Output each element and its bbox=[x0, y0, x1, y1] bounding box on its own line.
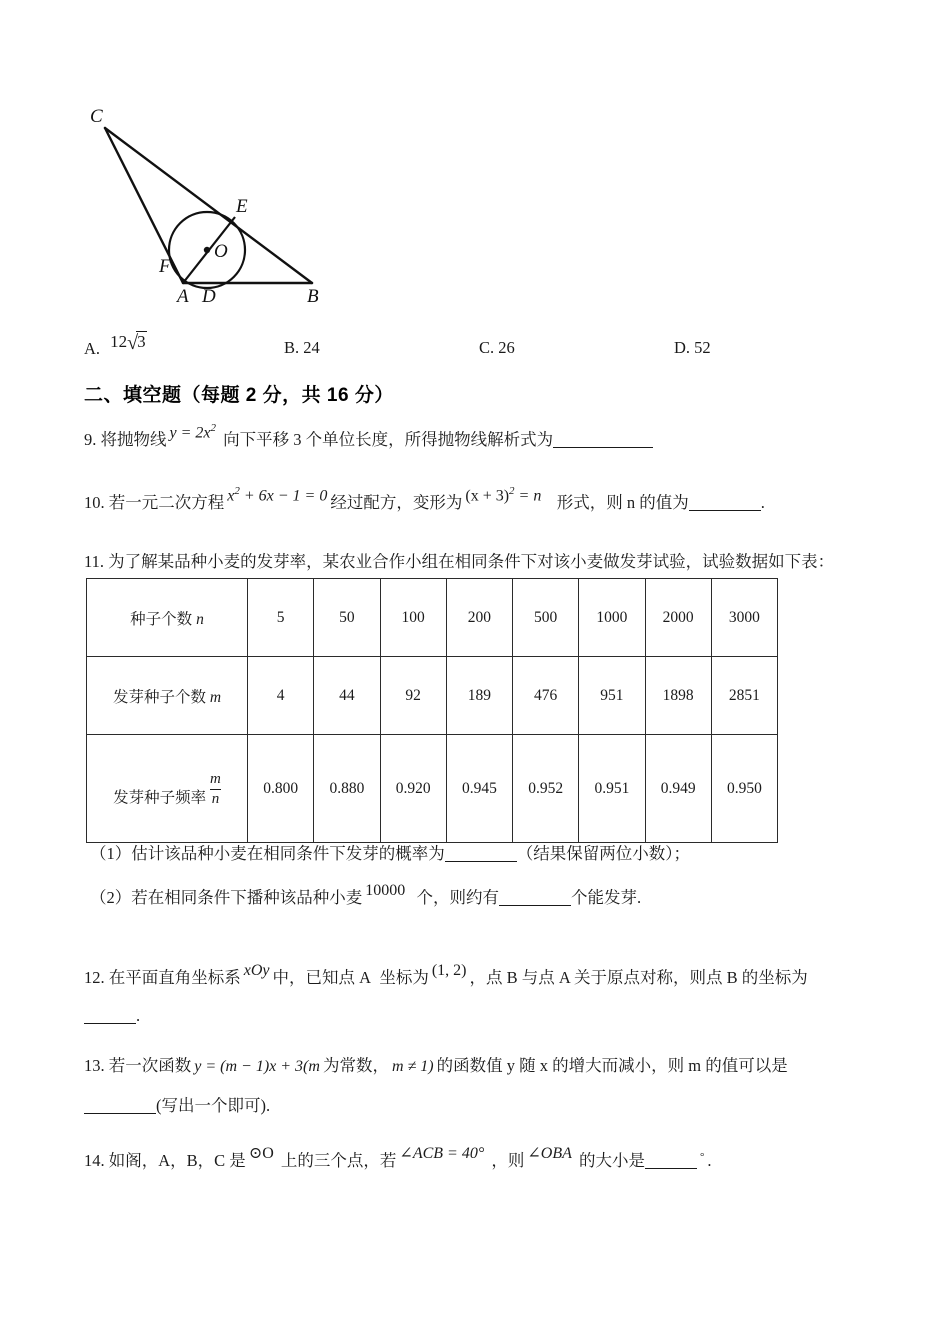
question-9-formula bbox=[167, 418, 220, 449]
choice-c[interactable] bbox=[479, 340, 515, 357]
question-10-formula-1-exponent: 2 bbox=[234, 484, 240, 497]
table-cell: 2000 bbox=[645, 579, 711, 657]
choice-b[interactable] bbox=[284, 340, 320, 357]
table-cell: 189 bbox=[446, 657, 512, 735]
question-12-number: 12. bbox=[84, 968, 105, 987]
row-header-seed-count bbox=[87, 579, 248, 657]
question-11-part-1-after: （结果保留两位小数）； bbox=[516, 844, 690, 863]
triangle-lines bbox=[105, 128, 312, 283]
table-cell: 200 bbox=[446, 579, 512, 657]
table-cell: 1898 bbox=[645, 657, 711, 735]
question-12 bbox=[84, 962, 808, 994]
choice-a-value bbox=[110, 333, 146, 353]
question-12-coordinate: (1, 2) bbox=[431, 962, 467, 979]
table-cell: 0.800 bbox=[248, 735, 314, 843]
question-14 bbox=[84, 1145, 712, 1177]
table-cell: 0.951 bbox=[579, 735, 645, 843]
choice-d-letter: D. bbox=[674, 338, 691, 357]
question-11-part-1-label: （1）估计该品种小麦在相同条件下发芽的概率为 bbox=[90, 844, 445, 863]
fraction-numerator: m bbox=[210, 771, 221, 788]
question-10-tail: . bbox=[760, 493, 765, 512]
table-cell: 0.952 bbox=[513, 735, 579, 843]
table-cell: 951 bbox=[579, 657, 645, 735]
row-header-seed-count-var: n bbox=[196, 610, 204, 628]
question-11-part-1 bbox=[90, 838, 690, 869]
table-row bbox=[87, 657, 778, 735]
row-header-germinated-count-label: 发芽种子个数 bbox=[112, 688, 206, 706]
table-cell: 0.945 bbox=[446, 735, 512, 843]
question-14-text-mid-2: ，则 bbox=[491, 1151, 525, 1170]
table-row bbox=[87, 735, 778, 843]
fraction-m-over-n bbox=[210, 771, 221, 808]
question-10-formula-2-body: (x + 3) bbox=[465, 487, 510, 504]
question-10-text-mid: 经过配方，变形为 bbox=[330, 493, 463, 512]
answer-choices bbox=[84, 328, 784, 362]
table-cell: 3000 bbox=[711, 579, 777, 657]
question-11 bbox=[84, 546, 834, 577]
choice-d-value: 52 bbox=[694, 338, 711, 357]
question-9-text-before: 将抛物线 bbox=[100, 430, 167, 449]
question-14-text-mid: 上的三个点，若 bbox=[280, 1151, 397, 1170]
question-12-answer-line bbox=[84, 1000, 140, 1031]
choice-a-radicand: 3 bbox=[137, 332, 146, 351]
question-10-answer-blank[interactable] bbox=[689, 510, 761, 511]
question-14-tail: . bbox=[707, 1151, 712, 1170]
question-10-formula-1-rest: + 6x − 1 = 0 bbox=[239, 487, 328, 504]
question-11-part-2-blank[interactable] bbox=[499, 905, 571, 906]
fraction-denominator: n bbox=[211, 790, 220, 807]
table-cell: 92 bbox=[380, 657, 446, 735]
question-9-text-after: 向下平移 3 个单位长度，所得抛物线解析式为 bbox=[223, 430, 554, 449]
question-11-part-2-mid: 个，则约有 bbox=[416, 888, 499, 907]
section-heading: 二、填空题（每题 2 分，共 16 分） bbox=[84, 385, 394, 406]
germination-data-table bbox=[86, 578, 778, 843]
question-13-number: 13. bbox=[84, 1056, 105, 1075]
question-13-formula: y = (m − 1)x + 3(m bbox=[194, 1058, 320, 1075]
table-cell: 0.920 bbox=[380, 735, 446, 843]
choice-a[interactable] bbox=[84, 332, 147, 360]
table-cell: 50 bbox=[314, 579, 380, 657]
question-10-formula-2 bbox=[462, 481, 544, 512]
question-12-text-before: 在平面直角坐标系 bbox=[108, 968, 241, 987]
label-d: D bbox=[202, 286, 216, 307]
question-13-formula-2: m ≠ 1) bbox=[391, 1058, 434, 1075]
question-14-number: 14. bbox=[84, 1151, 105, 1170]
question-12-text-after: ，点 B 与点 A 关于原点对称，则点 B 的坐标为 bbox=[469, 968, 808, 987]
question-13-text-mid-2: 的函数值 y 随 x 的增大而减小，则 m 的值可以是 bbox=[436, 1056, 788, 1075]
question-14-text-after: 的大小是 bbox=[579, 1151, 645, 1170]
question-9 bbox=[84, 421, 653, 456]
question-11-number: 11. bbox=[84, 552, 105, 571]
question-10-number: 10. bbox=[84, 493, 105, 512]
question-11-part-2 bbox=[90, 882, 641, 914]
table-cell: 5 bbox=[248, 579, 314, 657]
label-o: O bbox=[214, 241, 228, 262]
row-header-germination-frequency bbox=[87, 735, 248, 843]
question-9-answer-blank[interactable] bbox=[553, 447, 653, 448]
question-9-number: 9. bbox=[84, 430, 97, 449]
choice-b-letter: B. bbox=[284, 338, 300, 357]
label-c: C bbox=[90, 106, 103, 127]
table-cell: 0.880 bbox=[314, 735, 380, 843]
question-12-tail: . bbox=[136, 1006, 141, 1025]
label-a: A bbox=[177, 286, 189, 307]
question-12-text-mid-2: 坐标为 bbox=[379, 968, 429, 987]
choice-c-value: 26 bbox=[498, 338, 515, 357]
question-9-formula-exponent: 2 bbox=[210, 421, 216, 434]
question-9-formula-body: y = 2x bbox=[169, 424, 211, 441]
row-header-germinated-count-var: m bbox=[209, 688, 222, 706]
question-13-text-mid: 为常数， bbox=[322, 1056, 389, 1075]
radical-icon: √ bbox=[127, 332, 139, 354]
choice-b-value: 24 bbox=[303, 338, 320, 357]
circle-o-symbol: ⊙O bbox=[248, 1145, 274, 1162]
question-11-part-2-after: 个能发芽. bbox=[571, 888, 642, 907]
question-10-formula-2-rest: = n bbox=[514, 487, 542, 504]
label-f: F bbox=[159, 256, 171, 277]
question-14-text-before: 如阁，A，B，C 是 bbox=[108, 1151, 246, 1170]
question-10-formula-1-body: x bbox=[227, 487, 235, 504]
table-cell: 44 bbox=[314, 657, 380, 735]
question-13 bbox=[84, 1050, 788, 1082]
geometry-figure bbox=[80, 100, 420, 315]
question-11-part-1-blank[interactable] bbox=[445, 861, 517, 862]
row-header-seed-count-label: 种子个数 bbox=[130, 610, 193, 628]
table-cell: 0.949 bbox=[645, 735, 711, 843]
question-11-text: 为了解某品种小麦的发芽率，某农业合作小组在相同条件下对该小麦做发芽试验，试验数据如下表： bbox=[108, 552, 835, 571]
question-13-text-before: 若一次函数 bbox=[108, 1056, 192, 1075]
row-header-germination-frequency-label: 发芽种子频率 bbox=[113, 789, 207, 807]
question-12-text-mid: 中，已知点 A bbox=[272, 968, 372, 987]
center-point-o bbox=[204, 247, 210, 253]
table-cell: 100 bbox=[380, 579, 446, 657]
table-cell: 0.950 bbox=[711, 735, 777, 843]
row-header-germination-frequency-label-wrap bbox=[87, 769, 247, 808]
table-cell: 4 bbox=[248, 657, 314, 735]
table-cell: 2851 bbox=[711, 657, 777, 735]
label-b: B bbox=[307, 286, 319, 307]
question-10-formula-1 bbox=[224, 481, 330, 512]
question-13-answer-blank[interactable] bbox=[84, 1113, 156, 1114]
label-e: E bbox=[236, 196, 248, 217]
table-cell: 476 bbox=[513, 657, 579, 735]
question-11-part-2-label: （2）若在相同条件下播种该品种小麦 bbox=[90, 888, 363, 907]
table-row bbox=[87, 579, 778, 657]
question-11-part-2-value: 10000 bbox=[365, 882, 406, 899]
question-14-answer-blank[interactable] bbox=[645, 1168, 697, 1169]
degree-symbol: ° bbox=[700, 1151, 705, 1163]
question-10-text-after: 形式，则 n 的值为 bbox=[556, 493, 689, 512]
question-13-tail: (写出一个即可). bbox=[156, 1096, 271, 1115]
row-header-germinated-count bbox=[87, 657, 248, 735]
choice-d[interactable] bbox=[674, 340, 711, 357]
choice-a-coefficient: 12 bbox=[110, 332, 128, 351]
table-cell: 500 bbox=[513, 579, 579, 657]
question-10-text-before: 若一元二次方程 bbox=[108, 493, 225, 512]
question-14-formula-2: ∠OBA bbox=[527, 1145, 572, 1162]
choice-a-letter: A. bbox=[84, 339, 101, 358]
choice-c-letter: C. bbox=[479, 338, 495, 357]
table-cell: 1000 bbox=[579, 579, 645, 657]
question-12-answer-blank[interactable] bbox=[84, 1023, 136, 1024]
question-10-formula-2-exponent: 2 bbox=[509, 484, 515, 497]
question-13-answer-line bbox=[84, 1090, 270, 1121]
question-14-formula-1: ∠ACB = 40° bbox=[399, 1145, 485, 1162]
question-10 bbox=[84, 484, 765, 519]
question-12-formula-xoy: xOy bbox=[243, 962, 270, 979]
geometry-figure-svg bbox=[80, 100, 420, 315]
